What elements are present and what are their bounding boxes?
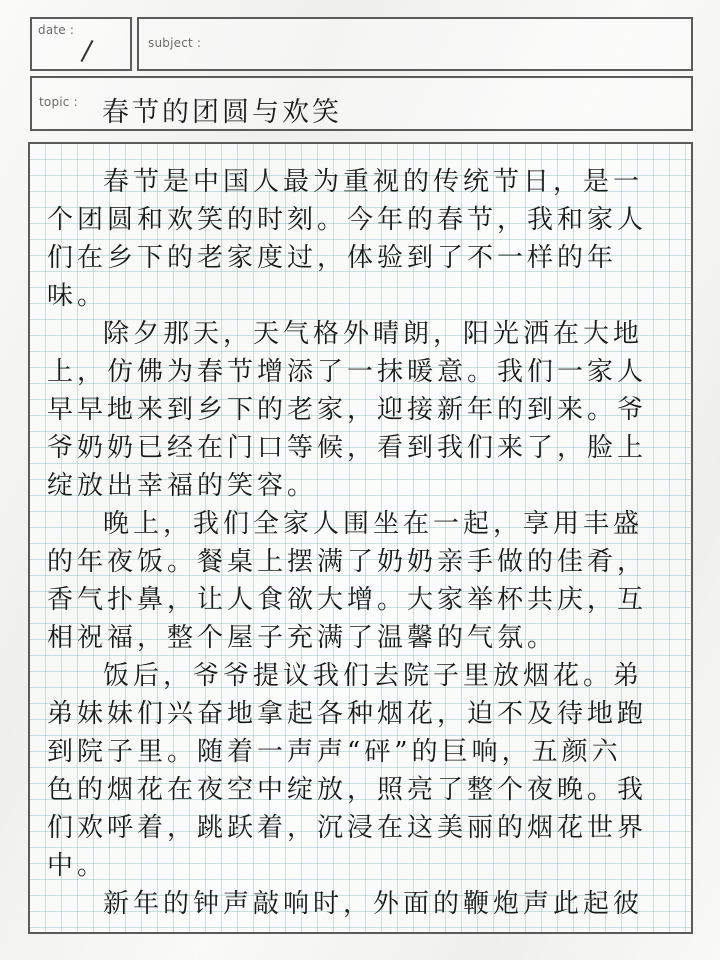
essay-paragraph: 饭后，爷爷提议我们去院子里放烟花。弟 弟妹妹们兴奋地拿起各种烟花，迫不及待地跑 到院子里。随着一声声“砰”的巨响，五颜六 色的烟花在夜空中绽放，照亮了整个夜晚。我 们欢呼着，跳跃着，沉浸在这美丽的烟花世界 中。	[47, 661, 648, 881]
essay-body	[47, 163, 687, 923]
essay-paragraph: 晚上，我们全家人围坐在一起，享用丰盛 的年夜饭。餐桌上摆满了奶奶亲手做的佳肴， 香气扑鼻，让人食欲大增。大家举杯共庆，互 相祝福，整个屋子充满了温馨的气氛。	[47, 509, 648, 653]
essay-paragraph: 春节是中国人最为重视的传统节日，是一 个团圆和欢笑的时刻。今年的春节，我和家人 们在乡下的老家度过，体验到了不一样的年 味。	[47, 167, 648, 311]
essay-paragraph: 新年的钟声敲响时，外面的鞭炮声此起彼	[103, 889, 644, 919]
topic-title: 春节的团圆与欢笑	[102, 97, 342, 128]
subject-box	[137, 17, 693, 71]
subject-label: subject :	[148, 36, 202, 50]
date-slash-mark	[80, 40, 93, 62]
date-label: date :	[38, 23, 75, 37]
essay-paragraph: 除夕那天，天气格外晴朗，阳光洒在大地 上，仿佛为春节增添了一抹暖意。我们一家人 早早地来到乡下的老家，迎接新年的到来。爷 爷奶奶已经在门口等候，看到我们来了，脸上 绽放出幸福的笑容。	[47, 319, 648, 501]
grid-paper	[28, 142, 693, 934]
date-box	[30, 17, 132, 71]
topic-box	[30, 76, 693, 131]
topic-label: topic :	[39, 95, 78, 109]
